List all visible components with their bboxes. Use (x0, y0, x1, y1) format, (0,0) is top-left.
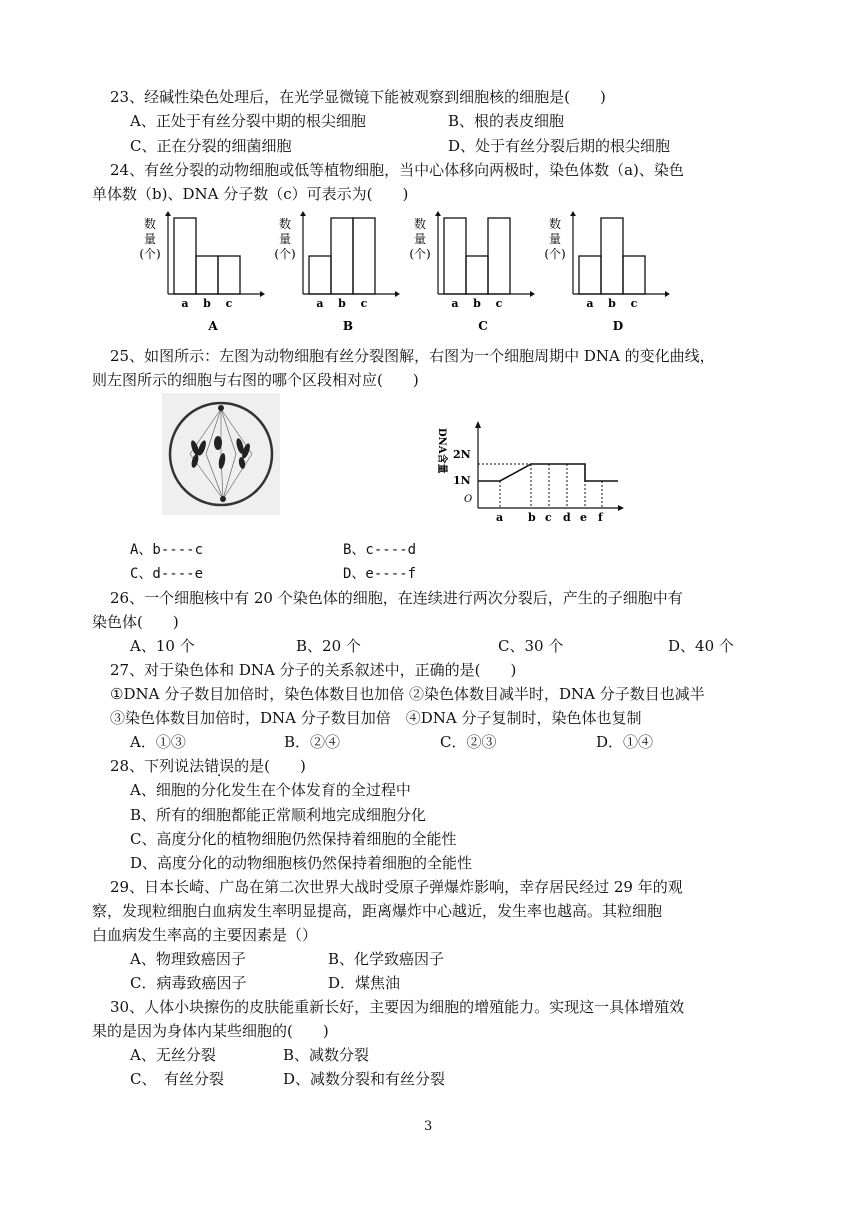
q29-option-b: B、化学致癌因子 (328, 950, 445, 968)
chart-C-bar-a (444, 218, 466, 294)
q26-stem-line1: 26、一个细胞核中有 20 个染色体的细胞，在连续进行两次分裂后，产生的子细胞中有 (110, 589, 683, 607)
chart-C-bar-c (488, 218, 510, 294)
q28-stem-pre: 28、下列说法 (110, 757, 205, 775)
chart-B-ylabel-1: 量 (278, 232, 292, 246)
dna-point-a: a (496, 511, 504, 524)
q30-option-c: C、 有丝分裂 (130, 1070, 224, 1088)
dna-1n-label: 1N (453, 474, 471, 487)
chart-D-ylabel-2: (个) (544, 247, 566, 261)
q28-stem-emphasis: 错误 · (204, 756, 234, 776)
chart-B-bar-c (353, 218, 375, 294)
dna-point-d: d (563, 511, 571, 524)
q27-statements-line1: ①DNA 分子数目加倍时，染色体数目也加倍 ②染色体数目减半时，DNA 分子数目也减半 (110, 685, 705, 703)
q23-option-d: D、处于有丝分裂后期的根尖细胞 (448, 137, 671, 155)
q23-option-a: A、正处于有丝分裂中期的根尖细胞 (130, 112, 366, 130)
chart-D-ylabel-1: 量 (548, 232, 562, 246)
chart-D-tick-c: c (630, 297, 638, 310)
q26-stem-line2: 染色体( ) (92, 613, 179, 631)
chart-B-tick-b: b (338, 297, 346, 310)
dna-content-graph (430, 416, 625, 524)
dna-point-b: b (528, 511, 536, 524)
chart-D-ylabel-0: 数 (548, 217, 562, 231)
chart-A-bar-a (174, 218, 196, 294)
q26-option-c: C、30 个 (498, 637, 564, 655)
q25-stem-line2: 则左图所示的细胞与右图的哪个区段相对应( ) (92, 371, 419, 389)
q27-option-d: D．①④ (596, 733, 654, 751)
q30-option-b: B、减数分裂 (283, 1046, 370, 1064)
q28-stem (110, 756, 306, 776)
chart-B-bar-b (331, 218, 353, 294)
q24-stem-line1: 24、有丝分裂的动物细胞或低等植物细胞，当中心体移向两极时，染色体数（a)、染色 (110, 161, 684, 179)
dna-point-c: c (545, 511, 552, 524)
chart-C-ylabel-2: (个) (409, 247, 431, 261)
chart-C-ylabel-0: 数 (413, 217, 427, 231)
q29-stem-line3: 白血病发生率高的主要因素是（） (92, 926, 318, 944)
chart-B-y-arrow (300, 211, 306, 216)
q28-option-d: D、高度分化的动物细胞核仍然保持着细胞的全能性 (130, 854, 473, 872)
chart-B-x-arrow (395, 291, 400, 297)
dna-point-f: f (598, 511, 603, 524)
chart-A-tick-b: b (203, 297, 211, 310)
page-number: 3 (424, 1119, 433, 1134)
q23-option-c: C、正在分裂的细菌细胞 (130, 137, 292, 155)
chart-D-tick-a: a (586, 297, 594, 310)
chart-C-caption: C (478, 319, 488, 333)
chart-C-y-arrow (435, 211, 441, 216)
q30-stem-line1: 30、人体小块擦伤的皮肤能重新长好，主要因为细胞的增殖能力。实现这一具体增殖效 (110, 998, 685, 1016)
q26-option-a: A、10 个 (130, 637, 195, 655)
q27-statements-line2: ③染色体数目加倍时，DNA 分子数目加倍 ④DNA 分子复制时，染色体也复制 (110, 709, 642, 727)
chart-D-tick-b: b (608, 297, 616, 310)
chart-A-bar-b (196, 256, 218, 294)
chart-C-tick-c: c (495, 297, 503, 310)
q28-option-c: C、高度分化的植物细胞仍然保持着细胞的全能性 (130, 830, 457, 848)
chart-A-ylabel-2: (个) (139, 247, 161, 261)
q29-option-a: A、物理致癌因子 (130, 950, 246, 968)
q29-option-c: C．病毒致癌因子 (130, 974, 247, 992)
dna-graph-ylabel: DNA含量 (436, 428, 447, 474)
mitosis-cell-svg (162, 393, 280, 515)
q24-charts-svg (130, 208, 790, 338)
chart-C-bar-b (466, 256, 488, 294)
chart-A-caption: A (208, 319, 218, 333)
chart-A-x-arrow (260, 291, 265, 297)
mitosis-cell-figure (162, 393, 280, 515)
q23-stem: 23、经碱性染色处理后，在光学显微镜下能被观察到细胞核的细胞是( ) (110, 88, 606, 106)
q26-option-d: D、40 个 (668, 637, 734, 655)
chart-C-x-arrow (530, 291, 535, 297)
chart-C-tick-b: b (473, 297, 481, 310)
chart-C-ylabel-1: 量 (413, 232, 427, 246)
q25-option-b: B、c----d (343, 542, 417, 558)
chart-A-tick-a: a (181, 297, 189, 310)
q25-option-a: A、b----c (130, 542, 204, 558)
dna-2n-label: 2N (453, 448, 471, 461)
q28-option-a: A、细胞的分化发生在个体发育的全过程中 (130, 781, 411, 799)
q28-option-b: B、所有的细胞都能正常顺利地完成细胞分化 (130, 806, 427, 824)
q27-option-c: C．②③ (440, 733, 497, 751)
dna-origin-label: O (464, 494, 473, 505)
chart-C-tick-a: a (451, 297, 459, 310)
q27-option-a: A．①③ (130, 733, 186, 751)
q24-stem-line2: 单体数（b)、DNA 分子数（c）可表示为( ) (92, 185, 409, 203)
chart-A-ylabel-1: 量 (143, 232, 157, 246)
chart-A-ylabel-0: 数 (143, 217, 157, 231)
dna-graph-svg (430, 416, 625, 524)
chart-B-ylabel-0: 数 (278, 217, 292, 231)
dna-point-e: e (580, 511, 587, 524)
q25-option-d: D、e----f (343, 566, 417, 582)
q26-option-b: B、20 个 (296, 637, 361, 655)
chart-D-x-arrow (665, 291, 670, 297)
chart-B-caption: B (342, 319, 354, 333)
q29-stem-line1: 29、日本长崎、广岛在第二次世界大战时受原子弹爆炸影响，幸存居民经过 29 年的观 (110, 878, 683, 896)
chart-D-bar-c (623, 256, 645, 294)
chart-A-y-arrow (165, 211, 171, 216)
chart-B-tick-c: c (360, 297, 368, 310)
q24-bar-charts (130, 208, 790, 338)
q30-option-d: D、减数分裂和有丝分裂 (283, 1070, 446, 1088)
q30-stem-line2: 果的是因为身体内某些细胞的( ) (92, 1022, 329, 1040)
chart-D-bar-b (601, 218, 623, 294)
q25-option-c: C、d----e (130, 566, 204, 582)
q30-option-a: A、无丝分裂 (130, 1046, 216, 1064)
chart-A-bar-c (218, 256, 240, 294)
chart-B-bar-a (309, 256, 331, 294)
q27-stem: 27、对于染色体和 DNA 分子的关系叙述中，正确的是( ) (110, 661, 517, 679)
chart-D-y-arrow (570, 211, 576, 216)
q23-option-b: B、根的表皮细胞 (448, 112, 565, 130)
chart-B-ylabel-2: (个) (274, 247, 296, 261)
q29-stem-line2: 察，发现粒细胞白血病发生率明显提高，距离爆炸中心越近，发生率也越高。其粒细胞 (92, 902, 663, 920)
chart-D-caption: D (612, 319, 624, 333)
q28-stem-post: 的是( ) (234, 757, 306, 775)
chart-D-bar-a (579, 256, 601, 294)
q25-stem-line1: 25、如图所示：左图为动物细胞有丝分裂图解，右图为一个细胞周期中 DNA 的变化曲线， (110, 347, 715, 365)
chart-B-tick-a: a (316, 297, 324, 310)
q29-option-d: D．煤焦油 (328, 974, 401, 992)
q27-option-b: B．②④ (284, 733, 341, 751)
chart-A-tick-c: c (225, 297, 233, 310)
